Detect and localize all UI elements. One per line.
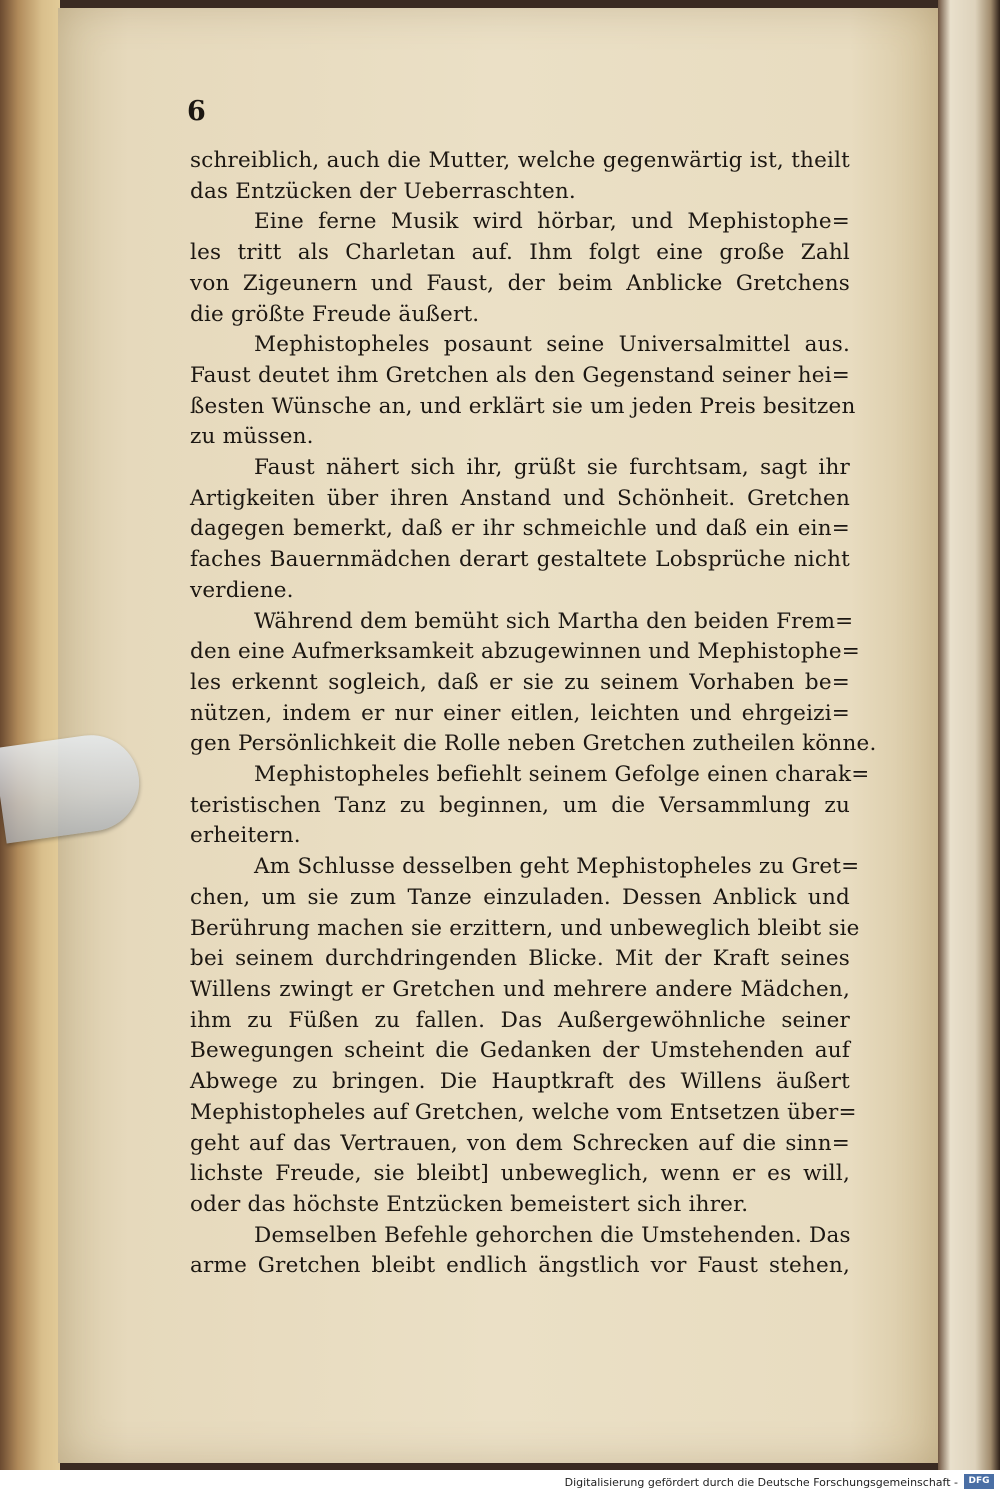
text-line: von Zigeunern und Faust, der beim Anblicke Gretchens bbox=[190, 270, 850, 296]
text-line: ihm zu Füßen zu fallen. Das Außergewöhnliche seiner bbox=[190, 1007, 850, 1033]
text-line: Mephistopheles auf Gretchen, welche vom Entsetzen über= bbox=[190, 1099, 857, 1125]
page-number: 6 bbox=[187, 96, 206, 127]
text-line: bei seinem durchdringenden Blicke. Mit der Kraft seines bbox=[190, 946, 850, 972]
text-line: arme Gretchen bleibt endlich ängstlich vor Faust stehen, bbox=[190, 1253, 850, 1279]
text-line: lichste Freude, sie bleibt] unbeweglich, wenn er es will, bbox=[190, 1161, 850, 1187]
text-line: die größte Freude äußert. bbox=[190, 301, 480, 327]
text-line: les erkennt sogleich, daß er sie zu seinem Vorhaben be= bbox=[190, 669, 850, 695]
text-line: ßesten Wünsche an, und erklärt sie um jeden Preis besitzen bbox=[190, 393, 856, 419]
text-line: les tritt als Charletan auf. Ihm folgt eine große Zahl bbox=[190, 240, 850, 266]
text-line: oder das höchste Entzücken bemeistert sich ihrer. bbox=[190, 1191, 749, 1217]
text-line: dagegen bemerkt, daß er ihr schmeichle und daß ein ein= bbox=[190, 516, 850, 542]
text-line: Artigkeiten über ihren Anstand und Schönheit. Gretchen bbox=[190, 485, 850, 511]
text-line: Faust nähert sich ihr, grüßt sie furchtsam, sagt ihr bbox=[254, 455, 850, 481]
text-line: Abwege zu bringen. Die Hauptkraft des Willens äußert bbox=[190, 1069, 850, 1095]
text-line: Eine ferne Musik wird hörbar, und Mephistophe= bbox=[254, 209, 850, 235]
text-line: Am Schlusse desselben geht Mephistopheles zu Gret= bbox=[254, 854, 860, 880]
text-line: Bewegungen scheint die Gedanken der Umstehenden auf bbox=[190, 1038, 850, 1064]
text-line: erheitern. bbox=[190, 823, 301, 849]
book-cover-edge-left bbox=[0, 0, 60, 1470]
book-edge-right bbox=[938, 0, 1000, 1470]
text-line: den eine Aufmerksamkeit abzugewinnen und Mephistophe= bbox=[190, 639, 860, 665]
text-line: Berührung machen sie erzittern, und unbeweglich bleibt sie bbox=[190, 915, 860, 941]
text-line: teristischen Tanz zu beginnen, um die Versammlung zu bbox=[190, 792, 850, 818]
funding-credit: Digitalisierung gefördert durch die Deutsche Forschungsgemeinschaft - bbox=[564, 1476, 958, 1489]
dfg-logo: DFG bbox=[964, 1474, 994, 1489]
text-line: nützen, indem er nur einer eitlen, leichten und ehrgeizi= bbox=[190, 700, 850, 726]
text-line: verdiene. bbox=[190, 577, 294, 603]
text-line: gen Persönlichkeit die Rolle neben Gretchen zutheilen könne. bbox=[190, 731, 877, 757]
text-line: Demselben Befehle gehorchen die Umstehenden. Das bbox=[254, 1222, 851, 1248]
text-line: Mephistopheles befiehlt seinem Gefolge einen charak= bbox=[254, 762, 870, 788]
body-text bbox=[190, 146, 877, 1282]
text-line: das Entzücken der Ueberraschten. bbox=[190, 178, 576, 204]
text-line: Faust deutet ihm Gretchen als den Gegenstand seiner hei= bbox=[190, 362, 850, 388]
text-line: Willens zwingt er Gretchen und mehrere andere Mädchen, bbox=[190, 976, 850, 1002]
text-line: Während dem bemüht sich Martha den beiden Frem= bbox=[254, 608, 854, 634]
text-line: schreiblich, auch die Mutter, welche gegenwärtig ist, theilt bbox=[190, 148, 850, 173]
text-line: faches Bauernmädchen derart gestaltete Lobsprüche nicht bbox=[190, 547, 850, 573]
text-line: geht auf das Vertrauen, von dem Schrecken auf die sinn= bbox=[190, 1130, 850, 1156]
text-line: zu müssen. bbox=[190, 424, 314, 450]
text-line: chen, um sie zum Tanze einzuladen. Dessen Anblick und bbox=[190, 884, 850, 910]
text-line: Mephistopheles posaunt seine Universalmittel aus. bbox=[254, 332, 850, 358]
